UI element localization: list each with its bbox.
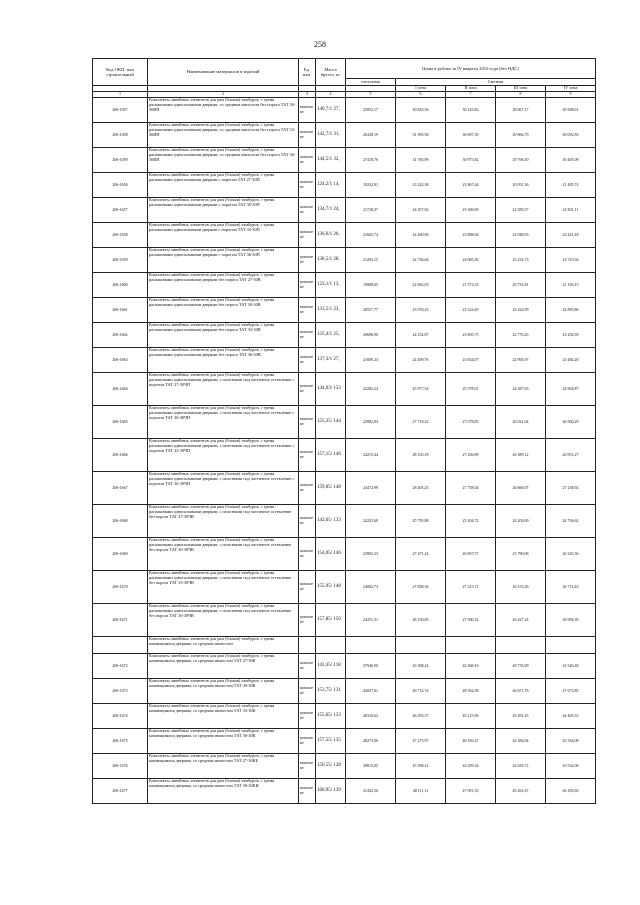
table-row xyxy=(93,654,596,679)
row-unit: компле кт xyxy=(299,223,316,248)
row-unit: компле кт xyxy=(299,654,316,679)
row-zone-4-price: 27 238,92 xyxy=(546,472,596,505)
row-zone-4-price: 30 092,83 xyxy=(546,123,596,148)
row-name: Комплекты линейных элементов для рам (блоков) тамбуров, с тремя качающимися дверями, со средним импостом ТАТ 30-30К xyxy=(148,679,299,704)
row-zone-4-price xyxy=(546,637,596,654)
row-zone-1-price: 49 714,74 xyxy=(396,679,446,704)
row-zone-3-price: 44 382,64 xyxy=(496,729,546,754)
row-zone-2-price: 30 697,39 xyxy=(446,123,496,148)
row-mass: 157,55/ 135 xyxy=(316,729,346,754)
row-unit: компле кт xyxy=(299,538,316,571)
row-name: Комплекты линейных элементов для рам (блоков) тамбуров, с тремя качающимися дверями, со средним импостом ТАТ 30-30КИ xyxy=(148,779,299,804)
header-mass: Масса брутто, кг xyxy=(316,59,346,86)
row-zone-4-price: 46 185,65 xyxy=(546,779,596,804)
row-name: Комплекты линейных элементов для рам (блоков) тамбуров, с тремя распашными однопольными дверями с порогом ТАТ 30-30П xyxy=(148,198,299,223)
row-code: 206-1674 xyxy=(93,704,148,729)
row-code: 206-1671 xyxy=(93,604,148,637)
row-zone-2-price: 26 837,57 xyxy=(446,538,496,571)
row-unit: компле кт xyxy=(299,148,316,173)
row-zone-4-price: 24 904,87 xyxy=(546,373,596,406)
row-zone-3-price: 28 067,17 xyxy=(496,98,546,123)
row-zone-1-price: 31 395,56 xyxy=(396,123,446,148)
row-zone-4-price: 24 736,62 xyxy=(546,505,596,538)
row-mass: 154,05/ 146 xyxy=(316,538,346,571)
row-code: 206-1656 xyxy=(93,173,148,198)
row-wholesale-price: 22282,24 xyxy=(346,373,396,406)
row-code: 206-1672 xyxy=(93,654,148,679)
row-zone-1-price: 24 736,64 xyxy=(396,248,446,273)
row-zone-4-price: 26 343,36 xyxy=(546,538,596,571)
row-zone-4-price: 23 441,18 xyxy=(546,223,596,248)
row-zone-3-price: 22 948,93 xyxy=(496,223,546,248)
table-row xyxy=(93,223,596,248)
row-name: Комплекты линейных элементов для рам (блоков) тамбуров, с тремя распашными однопольными дверями, с полотнами под частичное остекление без порога ТАТ 30-30ЧВ xyxy=(148,538,299,571)
row-wholesale-price: 21009,23 xyxy=(346,348,396,373)
table-row xyxy=(93,538,596,571)
row-mass: 137,3/1 27, xyxy=(316,348,346,373)
row-wholesale-price: 25952,17 xyxy=(346,98,396,123)
row-mass: 157,85/ 150 xyxy=(316,604,346,637)
table-row xyxy=(93,704,596,729)
row-zone-2-price: 24 065,30 xyxy=(446,248,496,273)
row-zone-2-price: 30 143,82 xyxy=(446,98,496,123)
table-row xyxy=(93,406,596,439)
row-zone-1-price: 24 409,76 xyxy=(396,348,446,373)
row-code: 206-1670 xyxy=(93,571,148,604)
row-wholesale-price: 21665,74 xyxy=(346,223,396,248)
row-zone-4-price: 21 405,74 xyxy=(546,173,596,198)
row-zone-3-price: 24 387,63 xyxy=(496,373,546,406)
row-zone-2-price: 42 368,16 xyxy=(446,654,496,679)
header-zone-1: I зона xyxy=(396,86,446,92)
table-row xyxy=(93,248,596,273)
row-wholesale-price: 21203,15 xyxy=(346,248,396,273)
row-zone-1-price: 25 977,54 xyxy=(396,373,446,406)
row-mass: 157,15/ 146 xyxy=(316,439,346,472)
row-unit: компле кт xyxy=(299,472,316,505)
header-zone-4: IV зона xyxy=(546,86,596,92)
header-zone-2: II зона xyxy=(446,86,496,92)
row-zone-1-price: 31 765,99 xyxy=(396,148,446,173)
row-wholesale-price: 41432,56 xyxy=(346,779,396,804)
row-zone-1-price: 28 105,18 xyxy=(396,439,446,472)
row-name: Комплекты линейных элементов для рам (блоков) тамбуров, с тремя распашными однопольными дверями, с полотнами под частичное остекление с порогом ТАТ 36-30ЧП xyxy=(148,472,299,505)
row-mass: 144,5/1 32, xyxy=(316,148,346,173)
row-unit: компле кт xyxy=(299,248,316,273)
row-zone-4-price: 21 156,15 xyxy=(546,273,596,298)
table-row xyxy=(93,472,596,505)
table-header xyxy=(93,59,596,98)
row-zone-4-price: 29 508,61 xyxy=(546,98,596,123)
row-zone-4-price: 26 951,27 xyxy=(546,439,596,472)
row-wholesale-price: 42037,01 xyxy=(346,679,396,704)
row-zone-2-price: 25 204,72 xyxy=(446,505,496,538)
row-wholesale-price: 26438,19 xyxy=(346,123,396,148)
row-unit: компле кт xyxy=(299,273,316,298)
row-zone-2-price: 48 562,58 xyxy=(446,679,496,704)
row-zone-2-price: 46 185,47 xyxy=(446,729,496,754)
row-zone-4-price: 44 403,53 xyxy=(546,704,596,729)
row-unit: компле кт xyxy=(299,406,316,439)
row-zone-3-price: 20 951,36 xyxy=(496,173,546,198)
row-code: 206-1676 xyxy=(93,754,148,779)
row-name: Комплекты линейных элементов для рам (блоков) тамбуров, с тремя распашными однопольными дверями без порога ТАТ 36-30В xyxy=(148,348,299,373)
row-code: 206-1668 xyxy=(93,505,148,538)
header-unit: Ед. изм. xyxy=(299,59,316,86)
row-code: 206-1058 xyxy=(93,123,148,148)
row-code: 206-1675 xyxy=(93,729,148,754)
row-zone-3-price: 26 666,07 xyxy=(496,472,546,505)
row-zone-4-price: 26 569,29 xyxy=(546,406,596,439)
table-row xyxy=(93,198,596,223)
row-unit: компле кт xyxy=(299,729,316,754)
row-mass: 155,25/ 144 xyxy=(316,406,346,439)
row-name: Комплекты линейных элементов для рам (блоков) тамбуров, с тремя распашными однопольными дверями, с полотнами под частичное остекление с порогом ТАТ 33-30ЧП xyxy=(148,439,299,472)
row-zone-1-price: 27 718,22 xyxy=(396,406,446,439)
column-number: 2 xyxy=(148,92,299,98)
row-zone-1-price: 27 858,34 xyxy=(396,571,446,604)
table-row xyxy=(93,298,596,323)
table-row xyxy=(93,439,596,472)
row-unit: компле кт xyxy=(299,571,316,604)
row-zone-3-price: 24 203,09 xyxy=(496,505,546,538)
row-zone-1-price: 46 293,37 xyxy=(396,704,446,729)
row-name: Комплекты линейных элементов для рам (блоков) тамбуров, с тремя распашными однопольными дверями, со средним импостом без порога ТАТ 36-30ИП xyxy=(148,148,299,173)
row-mass: 159,05/ 148 xyxy=(316,472,346,505)
row-zone-3-price: 23 232,73 xyxy=(496,248,546,273)
row-code: 206-1658 xyxy=(93,223,148,248)
table-row xyxy=(93,373,596,406)
row-zone-3-price: 42 639,72 xyxy=(496,754,546,779)
row-name: Комплекты линейных элементов для рам (блоков) тамбуров, с тремя распашными однопольными дверями, с полотнами под частичное остекление с порогом ТАТ 27-30ЧП xyxy=(148,373,299,406)
row-zone-3-price: 45 261,67 xyxy=(496,779,546,804)
row-zone-3-price: 22 776,45 xyxy=(496,323,546,348)
row-wholesale-price: 27418,76 xyxy=(346,148,396,173)
row-zone-2-price: 27 500,32 xyxy=(446,604,496,637)
row-zone-1-price: 43 308,24 xyxy=(396,654,446,679)
row-zone-2-price: 21 867,44 xyxy=(446,173,496,198)
row-zone-4-price: 41 540,48 xyxy=(546,654,596,679)
row-zone-1-price: 25 795,88 xyxy=(396,505,446,538)
row-wholesale-price: 24251,31 xyxy=(346,604,396,637)
header-wholesale: отпускная xyxy=(346,79,396,86)
row-wholesale-price: 21728,37 xyxy=(346,198,396,223)
row-zone-4-price: 30 405,09 xyxy=(546,148,596,173)
column-number: 4 xyxy=(316,92,346,98)
row-code: 206-1059 xyxy=(93,148,148,173)
row-zone-2-price: 23 888,04 xyxy=(446,223,496,248)
table-row xyxy=(93,754,596,779)
row-name: Комплекты линейных элементов для рам (блоков) тамбуров, с тремя качающимися дверями, со средним импостом xyxy=(148,637,299,654)
header-price-group: Цены в рублях за IV квартал 2010 года (без НДС) xyxy=(346,59,596,79)
row-zone-1-price: 23 976,23 xyxy=(396,298,446,323)
row-zone-1-price: 23 322,38 xyxy=(396,173,446,198)
table-row xyxy=(93,637,596,654)
row-zone-2-price: 27 215,71 xyxy=(446,571,496,604)
header-estimate: Сметная xyxy=(396,79,596,86)
row-zone-1-price: 24 254,87 xyxy=(396,323,446,348)
row-zone-3-price: 22 994,97 xyxy=(496,348,546,373)
row-zone-1-price xyxy=(396,637,446,654)
row-code: 206-1662 xyxy=(93,323,148,348)
row-wholesale-price: 20698,90 xyxy=(346,323,396,348)
header-code: Код ОКП, или строительный xyxy=(93,59,148,86)
row-zone-3-price: 29 866,79 xyxy=(496,123,546,148)
row-zone-4-price: 47 673,85 xyxy=(546,679,596,704)
row-name: Комплекты линейных элементов для рам (блоков) тамбуров, с тремя распашными однопольными дверями, со средним импостом без порога ТАТ 30-30ИП xyxy=(148,98,299,123)
row-wholesale-price: 19908,65 xyxy=(346,273,396,298)
row-zone-3-price: 43 491,45 xyxy=(496,704,546,729)
row-unit: компле кт xyxy=(299,98,316,123)
row-name: Комплекты линейных элементов для рам (блоков) тамбуров, с тремя распашными однопольными дверями с порогом ТАТ 36-30П xyxy=(148,248,299,273)
row-zone-2-price: 25 378,01 xyxy=(446,373,496,406)
row-unit xyxy=(299,637,316,654)
row-zone-4-price: 23 254,93 xyxy=(546,323,596,348)
table-row xyxy=(93,779,596,804)
row-zone-3-price: 40 735,09 xyxy=(496,654,546,679)
row-zone-4-price: 22 895,86 xyxy=(546,298,596,323)
table-body xyxy=(93,98,596,804)
row-mass: 138,5/1 28, xyxy=(316,248,346,273)
row-code xyxy=(93,637,148,654)
row-zone-1-price: 47 275,97 xyxy=(396,729,446,754)
row-mass: 155,95/ 148 xyxy=(316,571,346,604)
row-zone-2-price: 27 758,04 xyxy=(446,472,496,505)
row-zone-3-price: 26 153,36 xyxy=(496,571,546,604)
table-row xyxy=(93,348,596,373)
row-mass: 124,2/1 14, xyxy=(316,173,346,198)
row-zone-2-price: 44 359,34 xyxy=(446,754,496,779)
table-row xyxy=(93,123,596,148)
row-code: 206-1663 xyxy=(93,348,148,373)
row-zone-4-price: 26 714,43 xyxy=(546,571,596,604)
row-mass: 153,75/ 131 xyxy=(316,679,346,704)
row-code: 206-1673 xyxy=(93,679,148,704)
row-mass: 143,65/ 133 xyxy=(316,505,346,538)
row-mass: 142,7/1 31, xyxy=(316,123,346,148)
row-wholesale-price: 40316,62 xyxy=(346,704,396,729)
column-number: 3 xyxy=(299,92,316,98)
row-name: Комплекты линейных элементов для рам (блоков) тамбуров, с тремя качающимися дверями, со средним импостом ТАТ 27-30КБ xyxy=(148,754,299,779)
row-name: Комплекты линейных элементов для рам (блоков) тамбуров, с тремя распашными однопольными дверями без порога ТАТ 27-30В xyxy=(148,273,299,298)
row-zone-4-price: 23 725,94 xyxy=(546,248,596,273)
row-unit: компле кт xyxy=(299,348,316,373)
row-code: 206-1667 xyxy=(93,472,148,505)
row-unit: компле кт xyxy=(299,439,316,472)
row-name: Комплекты линейных элементов для рам (блоков) тамбуров, с тремя качающимися дверями, со средним импостом ТАТ 33-30К xyxy=(148,704,299,729)
row-zone-2-price: 30 975,82 xyxy=(446,148,496,173)
row-zone-2-price: 23 695,75 xyxy=(446,323,496,348)
price-table xyxy=(92,58,596,804)
row-name: Комплекты линейных элементов для рам (блоков) тамбуров, с тремя распашными однопольными дверями с порогом ТАТ 27-30П xyxy=(148,173,299,198)
row-code: 206-1664 xyxy=(93,373,148,406)
row-zone-2-price: 21 573,33 xyxy=(446,273,496,298)
row-zone-1-price: 28 405,25 xyxy=(396,472,446,505)
row-mass: 123,1/1 13, xyxy=(316,273,346,298)
row-name: Комплекты линейных элементов для рам (блоков) тамбуров, с тремя качающимися дверями, со средним импостом ТАТ 36-30К xyxy=(148,729,299,754)
row-zone-3-price: 26 389,12 xyxy=(496,439,546,472)
table-row xyxy=(93,604,596,637)
row-code: 206-1057 xyxy=(93,98,148,123)
column-number: 7 xyxy=(446,92,496,98)
row-code: 206-1677 xyxy=(93,779,148,804)
row-zone-3-price: 22 585,57 xyxy=(496,198,546,223)
row-wholesale-price: 24002,73 xyxy=(346,571,396,604)
row-zone-1-price: 24 400,90 xyxy=(396,223,446,248)
row-zone-2-price: 23 924,07 xyxy=(446,348,496,373)
row-wholesale-price: 19232,91 xyxy=(346,173,396,198)
row-mass: 155,65/ 133 xyxy=(316,704,346,729)
row-zone-1-price: 24 457,92 xyxy=(396,198,446,223)
header-name: Наименование материалов и изделий xyxy=(148,59,299,86)
row-unit: компле кт xyxy=(299,198,316,223)
row-code: 206-1666 xyxy=(93,439,148,472)
row-mass: 160,95/ 139 xyxy=(316,779,346,804)
column-number: 6 xyxy=(396,92,446,98)
row-name: Комплекты линейных элементов для рам (блоков) тамбуров, с тремя распашными однопольными дверями, с полотнами под частичное остекление без порога ТАТ 27-30ЧВ xyxy=(148,505,299,538)
row-unit: компле кт xyxy=(299,505,316,538)
row-zone-1-price: 30 833,56 xyxy=(396,98,446,123)
row-zone-1-price: 22 062,03 xyxy=(396,273,446,298)
row-wholesale-price: 22225,69 xyxy=(346,505,396,538)
row-name: Комплекты линейных элементов для рам (блоков) тамбуров, с тремя распашными однопольными дверями, с полотнами под частичное остекление без порога ТАТ 33-30ЧВ xyxy=(148,571,299,604)
table-row xyxy=(93,323,596,348)
table-row xyxy=(93,273,596,298)
row-wholesale-price xyxy=(346,637,396,654)
row-unit: компле кт xyxy=(299,679,316,704)
row-zone-2-price: 45 215,96 xyxy=(446,704,496,729)
row-zone-3-price: 26 021,04 xyxy=(496,406,546,439)
row-code: 206-1660 xyxy=(93,273,148,298)
row-unit: компле кт xyxy=(299,173,316,198)
row-zone-4-price: 45 334,08 xyxy=(546,729,596,754)
row-mass xyxy=(316,637,346,654)
row-zone-2-price: 27 078,85 xyxy=(446,406,496,439)
row-code: 206-1669 xyxy=(93,538,148,571)
row-code: 206-1657 xyxy=(93,198,148,223)
row-mass: 140,7/1 27, xyxy=(316,98,346,123)
row-unit: компле кт xyxy=(299,298,316,323)
column-number: 9 xyxy=(546,92,596,98)
row-name: Комплекты линейных элементов для рам (блоков) тамбуров, с тремя распашными однопольными дверями, с полотнами под частичное остекление без порога ТАТ 36-30ЧВ xyxy=(148,604,299,637)
row-unit: компле кт xyxy=(299,704,316,729)
row-zone-4-price: 26 994,39 xyxy=(546,604,596,637)
row-unit: компле кт xyxy=(299,779,316,804)
page-number: 258 xyxy=(314,40,326,49)
row-unit: компле кт xyxy=(299,373,316,406)
row-code: 206-1659 xyxy=(93,248,148,273)
row-wholesale-price: 24215,44 xyxy=(346,439,396,472)
header-zone-3: III зона xyxy=(496,86,546,92)
row-zone-1-price: 27 471,24 xyxy=(396,538,446,571)
row-name: Комплекты линейных элементов для рам (блоков) тамбуров, с тремя качающимися дверями, со средним импостом ТАТ 27-30К xyxy=(148,654,299,679)
row-zone-3-price xyxy=(496,637,546,654)
row-zone-4-price: 23 484,20 xyxy=(546,348,596,373)
table-row xyxy=(93,98,596,123)
table-row xyxy=(93,729,596,754)
table-row xyxy=(93,571,596,604)
row-zone-2-price: 27 456,89 xyxy=(446,439,496,472)
row-mass: 143,35/ 118 xyxy=(316,654,346,679)
column-number: 5 xyxy=(346,92,396,98)
row-mass: 136,6/1 26, xyxy=(316,223,346,248)
row-name: Комплекты линейных элементов для рам (блоков) тамбуров, с тремя распашными однопольными дверями без порога ТАТ 30-30В xyxy=(148,298,299,323)
column-number: 1 xyxy=(93,92,148,98)
row-mass: 135,4/1 25, xyxy=(316,323,346,348)
row-name: Комплекты линейных элементов для рам (блоков) тамбуров, с тремя распашными однопольными дверями без порога ТАТ 33-30В xyxy=(148,323,299,348)
row-wholesale-price: 40273,06 xyxy=(346,729,396,754)
row-zone-3-price: 22 424,99 xyxy=(496,298,546,323)
row-zone-2-price: 47 091,35 xyxy=(446,779,496,804)
row-wholesale-price: 39815,05 xyxy=(346,754,396,779)
row-wholesale-price: 37946,90 xyxy=(346,654,396,679)
table-row xyxy=(93,679,596,704)
row-zone-2-price: 23 369,09 xyxy=(446,198,496,223)
row-mass: 144,03/ 133 xyxy=(316,373,346,406)
row-zone-4-price: 22 831,11 xyxy=(546,198,596,223)
row-zone-3-price: 46 671,76 xyxy=(496,679,546,704)
row-zone-3-price: 29 766,50 xyxy=(496,148,546,173)
row-code: 206-1661 xyxy=(93,298,148,323)
row-code: 206-1665 xyxy=(93,406,148,439)
row-mass: 134,7/1 24, xyxy=(316,198,346,223)
row-unit: компле кт xyxy=(299,754,316,779)
row-wholesale-price: 23982,94 xyxy=(346,406,396,439)
row-zone-1-price: 48 111,11 xyxy=(396,779,446,804)
row-zone-4-price: 43 534,06 xyxy=(546,754,596,779)
column-number: 8 xyxy=(496,92,546,98)
row-zone-3-price: 26 427,24 xyxy=(496,604,546,637)
row-unit: компле кт xyxy=(299,323,316,348)
row-zone-2-price: 23 323,49 xyxy=(446,298,496,323)
row-name: Комплекты линейных элементов для рам (блоков) тамбуров, с тремя распашными однопольными дверями с порогом ТАТ 33-30П xyxy=(148,223,299,248)
row-zone-3-price: 20 731,81 xyxy=(496,273,546,298)
table-row xyxy=(93,148,596,173)
table-row xyxy=(93,173,596,198)
row-zone-1-price: 45 398,12 xyxy=(396,754,446,779)
table-row xyxy=(93,505,596,538)
row-zone-3-price: 25 790,08 xyxy=(496,538,546,571)
row-name: Комплекты линейных элементов для рам (блоков) тамбуров, с тремя распашными однопольными дверями, со средним импостом без порога ТАТ 33-30ИП xyxy=(148,123,299,148)
row-wholesale-price: 23903,23 xyxy=(346,538,396,571)
row-wholesale-price: 24472,99 xyxy=(346,472,396,505)
row-name: Комплекты линейных элементов для рам (блоков) тамбуров, с тремя распашными однопольными дверями, с полотнами под частичное остекление с порогом ТАТ 30-30ЧП xyxy=(148,406,299,439)
row-wholesale-price: 20557,77 xyxy=(346,298,396,323)
row-unit: компле кт xyxy=(299,123,316,148)
row-zone-1-price: 28 150,05 xyxy=(396,604,446,637)
row-zone-2-price xyxy=(446,637,496,654)
row-mass: 133,5/1 23, xyxy=(316,298,346,323)
row-unit: компле кт xyxy=(299,604,316,637)
row-mass: 150,55/ 128 xyxy=(316,754,346,779)
